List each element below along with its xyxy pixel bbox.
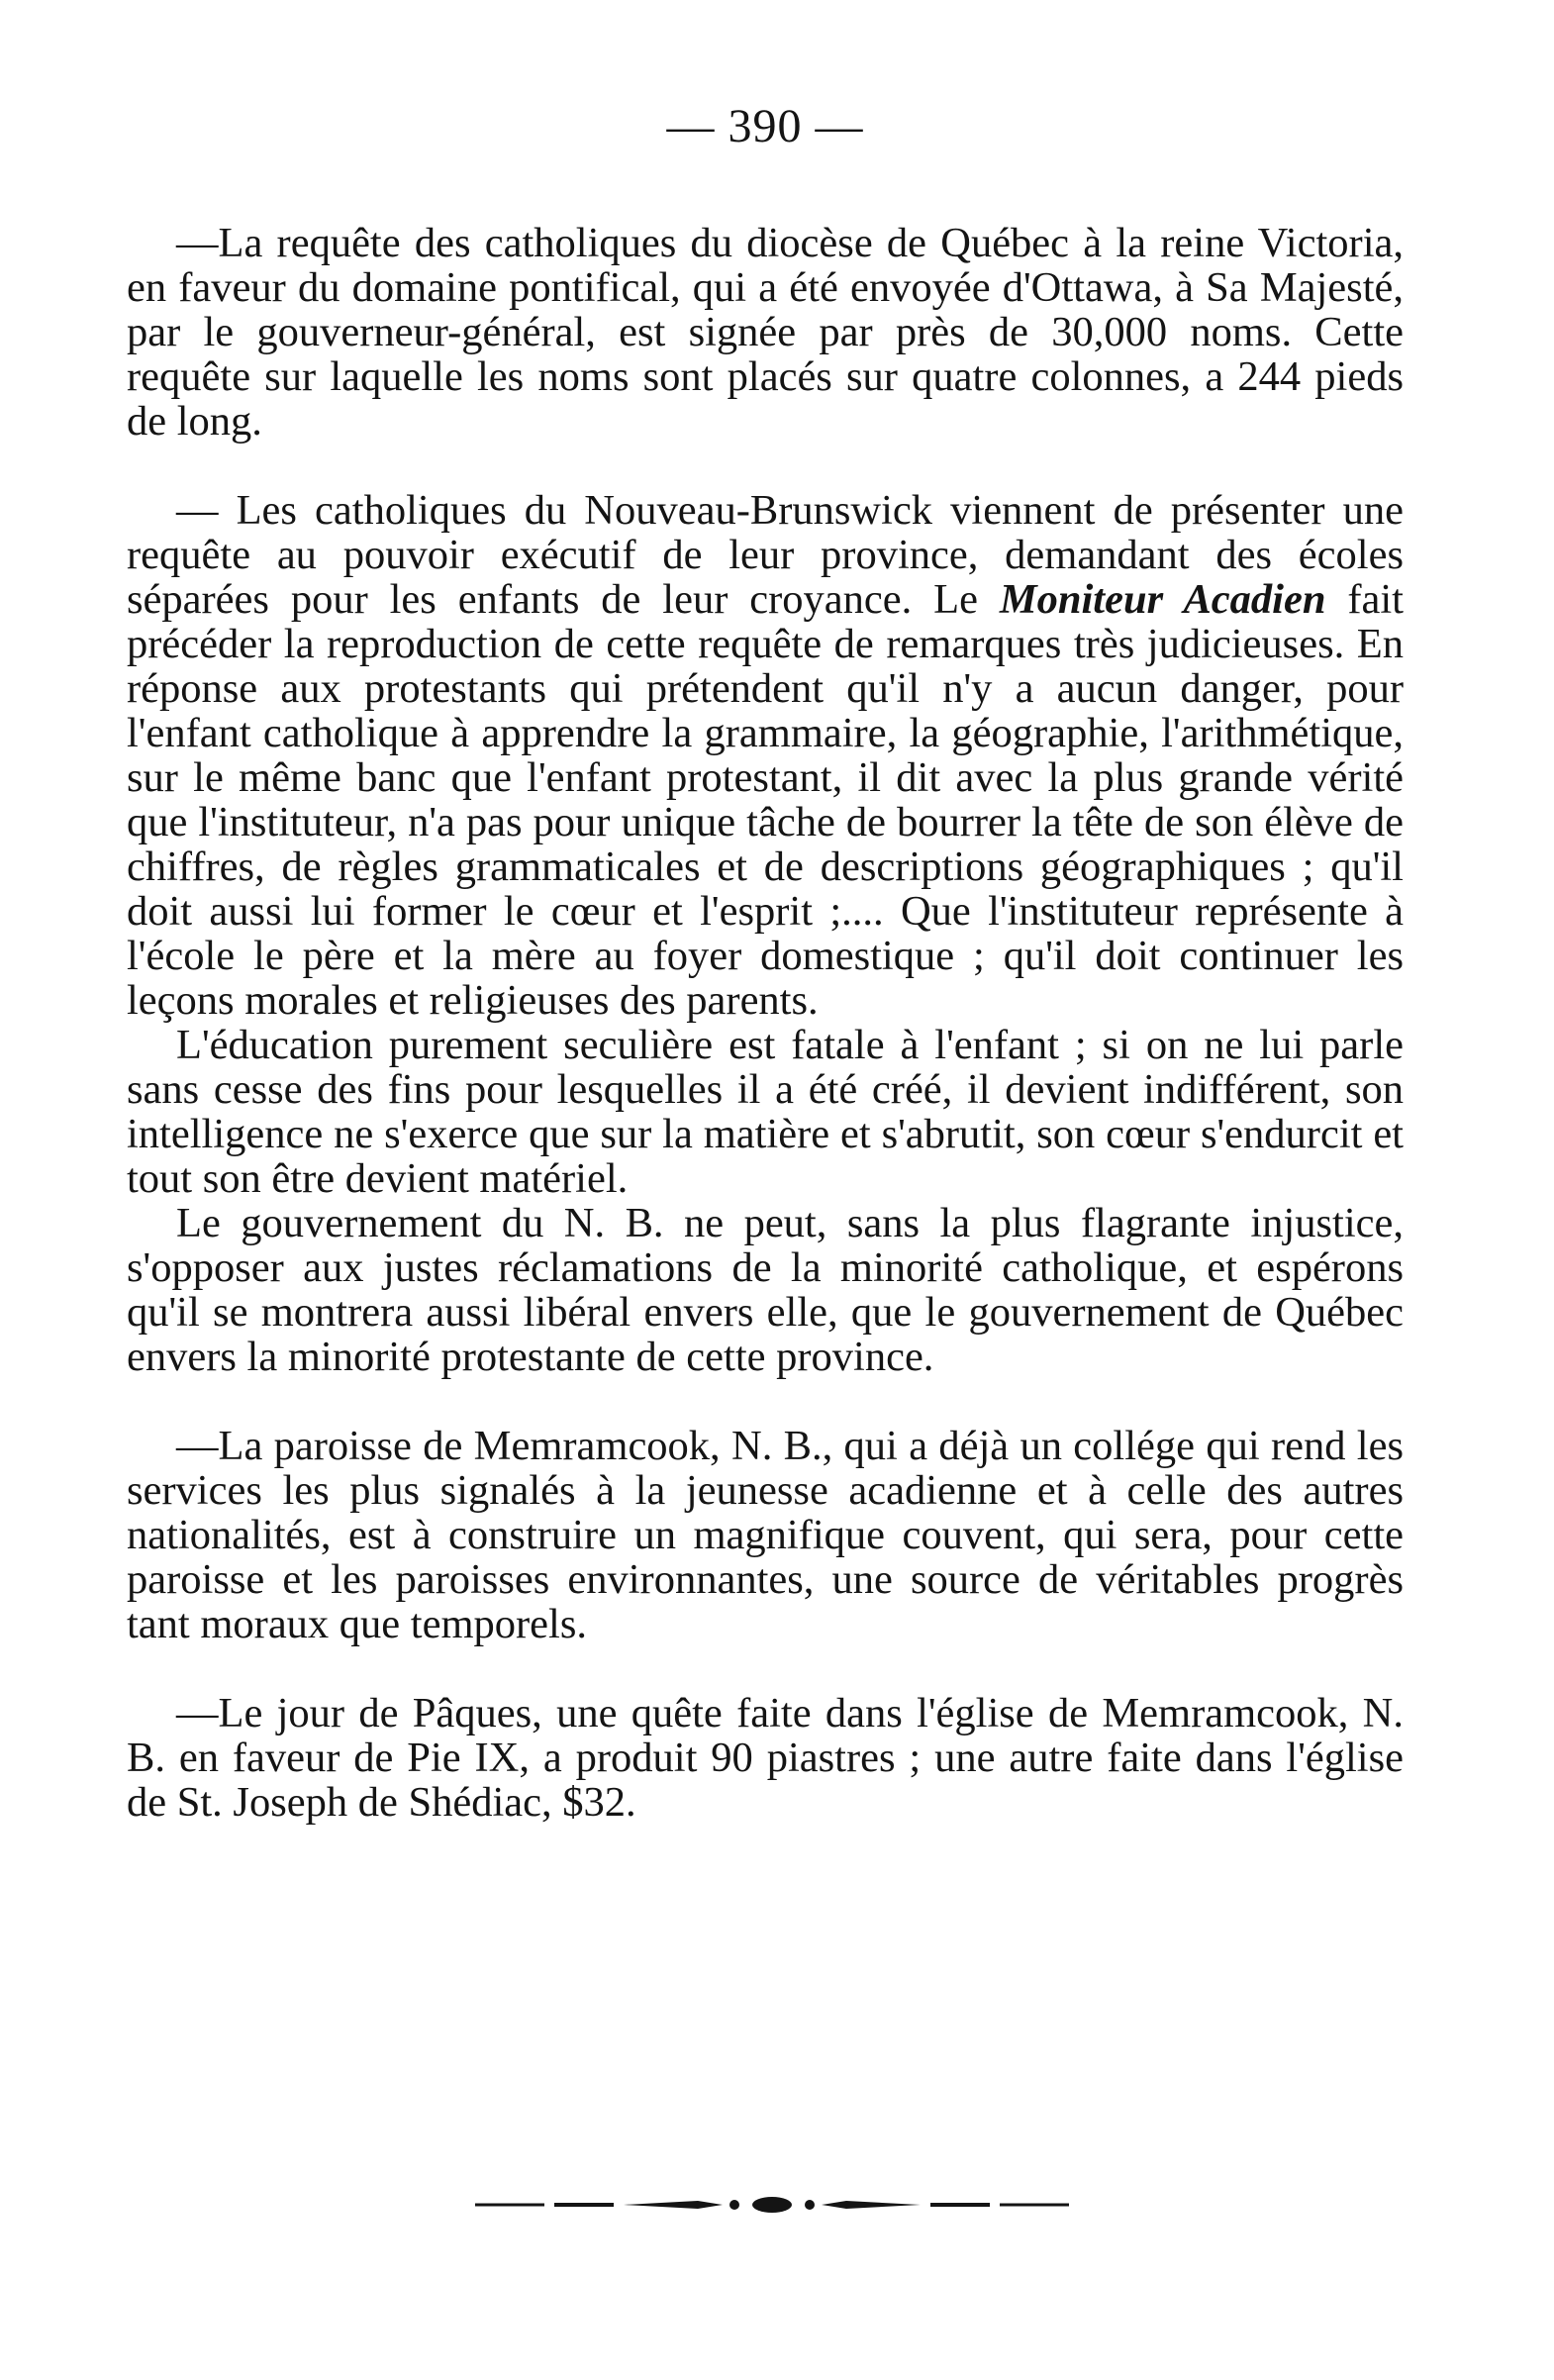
paragraph-text: — Les catholiques du Nouveau-Brunswick viennent de présenter une requête au pouvoir exécutif de leur province, demandant des écoles séparées pour les enfants de leur croyance. Le [127,487,1404,623]
paragraph-secular-education: L'éducation purement seculière est fatale à l'enfant ; si on ne lui parle sans cesse des fins pour lesquelles il a été créé, il devient indifférent, son intelligence ne s'exerce que sur la matière et s'abrutit, son cœur s'endurcit et tout son être devient matériel. [127,1022,1404,1202]
paragraph-government: Le gouvernement du N. B. ne peut, sans la plus flagrante injustice, s'opposer aux justes réclamations de la minorité catholique, et espérons qu'il se montrera aussi libéral envers elle, que le gouvernement de Québec envers la minorité protestante de cette province. [127,1200,1404,1380]
paragraph-text: fait précéder la reproduction de cette requête de remarques très judicieuses. En réponse aux protestants qui prétendent qu'il n'y a aucun danger, pour l'enfant catholique à apprendre la grammaire, la géographie, l'arithmétique, sur le même banc que l'enfant protestant, il dit avec la plus grande vérité que l'instituteur, n'a pas pour unique tâche de bourrer la tête de son élève de chiffres, de règles grammaticales et de descriptions géographiques ; qu'il doit aussi lui former le cœur et l'esprit ;.... Que l'instituteur représente à l'école le père et la mère au foyer domestique ; qu'il doit continuer les leçons morales et religieuses des parents. [127,576,1404,1024]
page-number: — 390 — [666,100,864,152]
ornament-divider [475,2193,1069,2217]
paragraph-easter-collection: —Le jour de Pâques, une quête faite dans l'église de Memramcook, N. B. en faveur de Pie IX, a produit 90 piastres ; une autre faite dans l'église de St. Joseph de Shédiac, $32. [127,1690,1404,1826]
page-body [127,99,1404,1825]
newspaper-title: Moniteur Acadien [999,576,1326,623]
paragraph-memramcook-convent: —La paroisse de Memramcook, N. B., qui a déjà un collége qui rend les services les plus signalés à la jeunesse acadienne et à celle des autres nationalités, est à construire un magnifique couvent, qui sera, pour cette paroisse et les paroisses environnantes, une source de véritables progrès tant moraux que temporels. [127,1423,1404,1647]
paragraph-new-brunswick-schools [127,488,1404,1023]
paragraph-quebec-petition: —La requête des catholiques du diocèse de Québec à la reine Victoria, en faveur du domaine pontifical, qui a été envoyée d'Ottawa, à Sa Majesté, par le gouverneur-général, est signée par près de 30,000 noms. Cette requête sur laquelle les noms sont placés sur quatre colonnes, a 244 pieds de long. [127,220,1404,445]
